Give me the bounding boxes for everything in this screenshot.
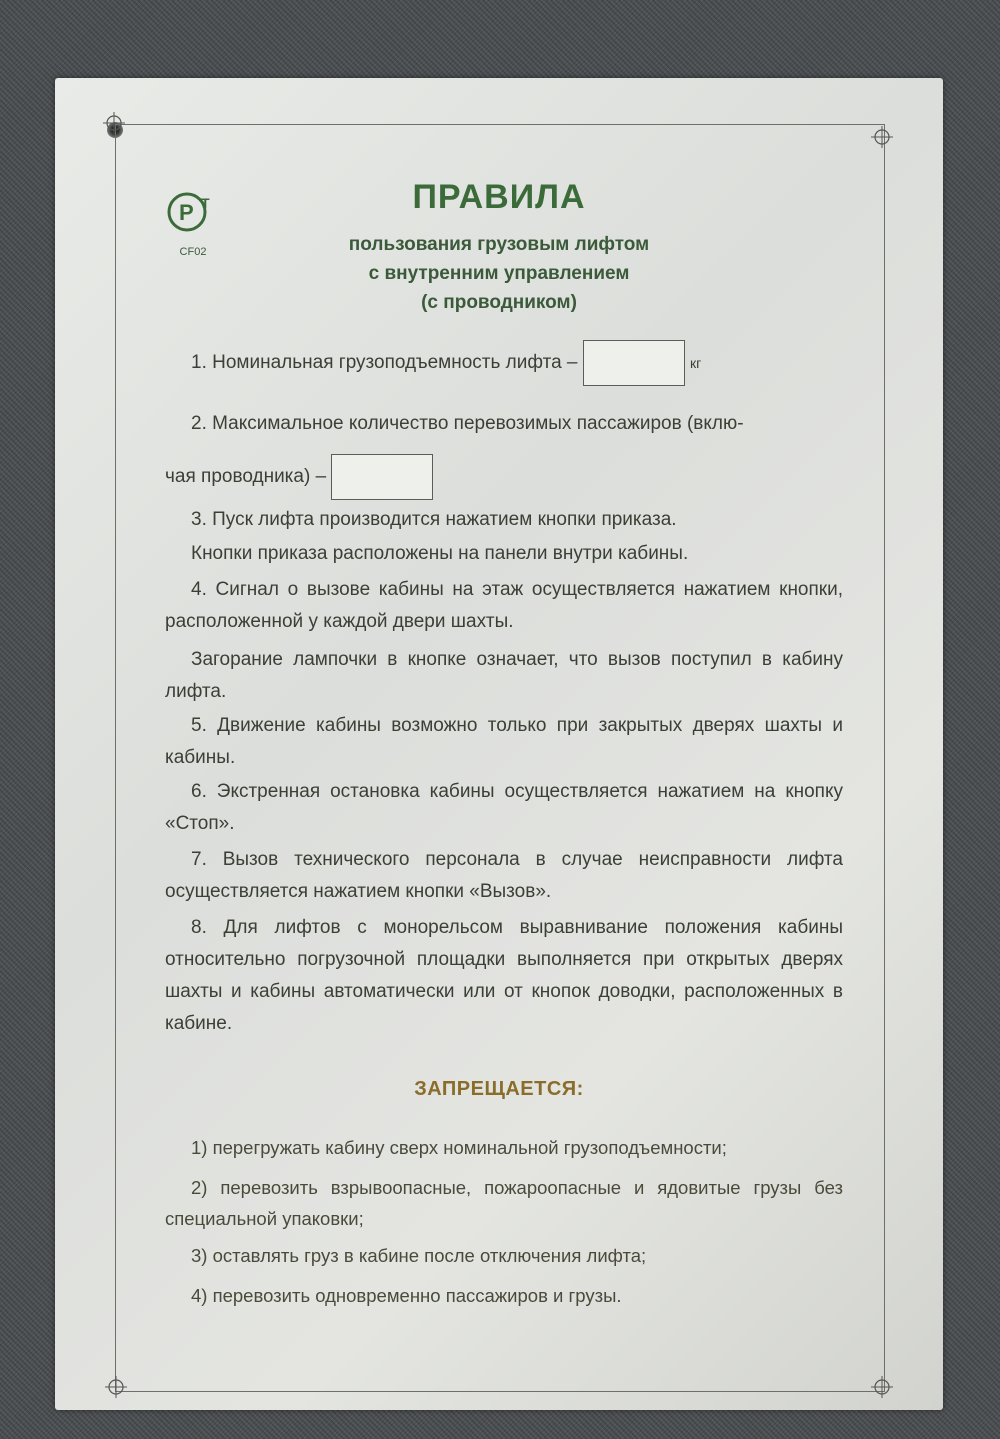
unit-kg: кг — [690, 355, 702, 372]
rule-2-line1: 2. Максимальное количество перевозимых пассажиров (вклю- — [191, 413, 744, 434]
rule-8: 8. Для лифтов с монорельсом выравнивание положения кабины относительно погрузочной площадки выполняется при открытых дверях шахты и кабины автоматически или от кнопок доводки, расположенных в кабине. — [165, 917, 843, 1034]
rule-4a: 4. Сигнал о вызове кабины на этаж осуществляется нажатием кнопки, расположенной у каждой двери шахты. — [165, 579, 843, 632]
rule-4b: Загорание лампочки в кнопке означает, что вызов поступил в кабину лифта. — [165, 649, 843, 702]
cert-code: CF02 — [179, 246, 207, 258]
svg-text:Р: Р — [179, 200, 194, 225]
crosshair-icon — [871, 126, 893, 148]
rule-3a: 3. Пуск лифта производится нажатием кнопки приказа. — [191, 509, 677, 530]
crosshair-icon — [103, 112, 125, 134]
subtitle-line: (с проводником) — [421, 292, 577, 313]
forbidden-item-2: 2) перевозить взрывоопасные, пожароопасные и ядовитые грузы без специальной упаковки; — [165, 1177, 843, 1229]
subtitle-line: с внутренним управлением — [368, 263, 630, 284]
subtitle — [55, 230, 943, 317]
rule-5: 5. Движение кабины возможно только при закрытых дверях шахты и кабины. — [165, 715, 843, 768]
rule-1-text: 1. Номинальная грузоподъемность лифта – — [191, 352, 578, 374]
crosshair-icon — [871, 1376, 893, 1398]
forbidden-item-1: 1) перегружать кабину сверх номинальной грузоподъемности; — [191, 1137, 727, 1158]
rule-7: 7. Вызов технического персонала в случае неисправности лифта осуществляется нажатием кнопки «Вызов». — [165, 849, 843, 902]
page-title: ПРАВИЛА — [412, 178, 586, 216]
rule-1 — [165, 340, 843, 386]
rule-2-line2 — [165, 454, 843, 500]
rules-plate — [55, 78, 943, 1410]
rule-3b: Кнопки приказа расположены на панели внутри кабины. — [191, 543, 689, 564]
crosshair-icon — [105, 1376, 127, 1398]
subtitle-line: пользования грузовым лифтом — [348, 234, 650, 255]
capacity-box — [583, 340, 685, 386]
passengers-box — [331, 454, 433, 500]
rule-6: 6. Экстренная остановка кабины осуществляется нажатием на кнопку «Стоп». — [165, 781, 843, 834]
rule-2-text: чая проводника) – — [165, 466, 327, 488]
forbidden-item-4: 4) перевозить одновременно пассажиров и грузы. — [191, 1285, 622, 1306]
forbidden-item-3: 3) оставлять груз в кабине после отключения лифта; — [191, 1245, 647, 1266]
svg-text:Т: Т — [201, 195, 210, 211]
forbidden-title: ЗАПРЕЩАЕТСЯ: — [414, 1078, 584, 1100]
